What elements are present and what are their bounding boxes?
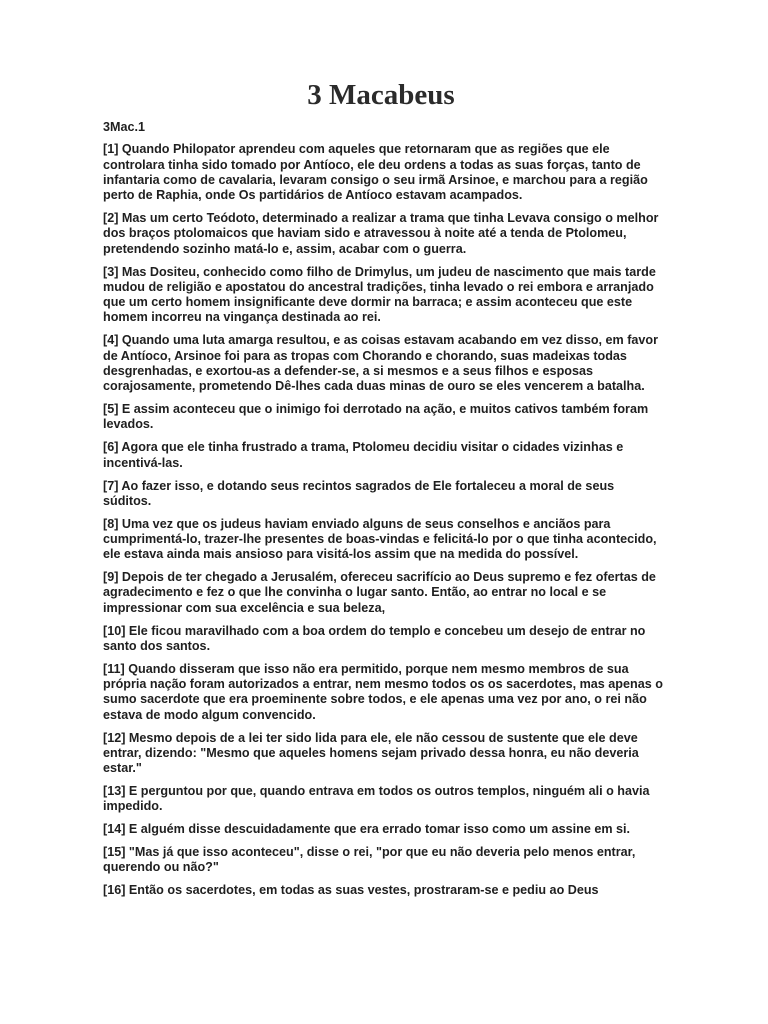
verse-paragraph: [15] "Mas já que isso aconteceu", disse o rei, "por que eu não deveria pelo menos entrar, querendo ou não?" — [103, 845, 636, 875]
verse-paragraph: [4] Quando uma luta amarga resultou, e as coisas estavam acabando em vez disso, em favor de Antíoco, Arsinoe foi para as tropas com Chorando e chorando, suas madeixas todas desgrenhadas, e exortou-as a defender-se, a si mesmos e a seus filhos e esposas corajosamente, prometendo Dê-lhes cada duas minas de ouro se eles vencerem a batalha. — [103, 333, 659, 394]
verse-paragraph: [1] Quando Philopator aprendeu com aqueles que retornaram que as regiões que ele controlara tinha sido tomado por Antíoco, ele deu ordens a todas as suas forças, tanto de infantaria como de cavalaria, levaram consigo o seu irmã Arsinoe, e marchou para a região perto de Raphia, onde Os partidários de Antíoco estavam acampados. — [103, 142, 648, 203]
verse-paragraph: [8] Uma vez que os judeus haviam enviado alguns de seus conselhos e anciãos para cumprimentá-lo, trazer-lhe presentes de boas-vindas e felicitá-lo por o que tinha acontecido, ele estava ainda mais ansioso para visitá-los assim que na medida do possível. — [103, 516, 657, 562]
chapter-heading: 3Mac.1 — [103, 120, 146, 134]
document-body — [103, 120, 663, 906]
verse-paragraph: [16] Então os sacerdotes, em todas as suas vestes, prostraram-se e pediu ao Deus — [103, 883, 599, 898]
document-title: 3 Macabeus — [307, 79, 455, 111]
verse-paragraph: [9] Depois de ter chegado a Jerusalém, ofereceu sacrifício ao Deus supremo e fez ofertas de agradecimento e fez o que lhe convinha o lugar santo. Então, ao entrar no local e se impressionar com sua excelência e sua beleza, — [103, 570, 656, 615]
verse-paragraph: [7] Ao fazer isso, e dotando seus recintos sagrados de Ele fortaleceu a moral de seus súditos. — [103, 478, 615, 508]
verse-paragraph: [14] E alguém disse descuidadamente que era errado tomar isso como um assine em si. — [103, 822, 631, 837]
verse-paragraph: [10] Ele ficou maravilhado com a boa ordem do templo e concebeu um desejo de entrar no santo dos santos. — [103, 623, 646, 653]
verse-paragraph: [11] Quando disseram que isso não era permitido, porque nem mesmo membros de sua própria nação foram autorizados a entrar, nem mesmo todos os os sacerdotes, mas apenas o sumo sacerdote que era proeminente sobre todos, e ele apenas uma vez por ano, o rei não estava de modo algum convencido. — [103, 661, 663, 722]
verse-paragraph: [2] Mas um certo Teódoto, determinado a realizar a trama que tinha Levava consigo o melhor dos braços ptolomaicos que haviam sido e atravessou à noite até a tenda de Ptolomeu, pretendendo sozinho matá-lo e, assim, acabar com o guerra. — [103, 211, 659, 256]
verse-paragraph: [13] E perguntou por que, quando entrava em todos os outros templos, ninguém ali o havia impedido. — [103, 784, 650, 814]
verse-paragraph: [5] E assim aconteceu que o inimigo foi derrotado na ação, e muitos cativos também foram levados. — [103, 402, 649, 432]
verse-paragraph: [12] Mesmo depois de a lei ter sido lida para ele, ele não cessou de sustente que ele deve entrar, dizendo: "Mesmo que aqueles homens sejam privado dessa honra, eu não deveria estar." — [103, 730, 639, 776]
verse-paragraph: [3] Mas Dositeu, conhecido como filho de Drimylus, um judeu de nascimento que mais tarde mudou de religião e apostatou do ancestral tradições, tinha levado o rei embora e arranjado que um certo homem insignificante deve dormir na barraca; e assim aconteceu que este homem incorreu na vingança destinada ao rei. — [103, 264, 656, 325]
verse-paragraph: [6] Agora que ele tinha frustrado a trama, Ptolomeu decidiu visitar o cidades vizinhas e incentivá-las. — [103, 440, 624, 470]
